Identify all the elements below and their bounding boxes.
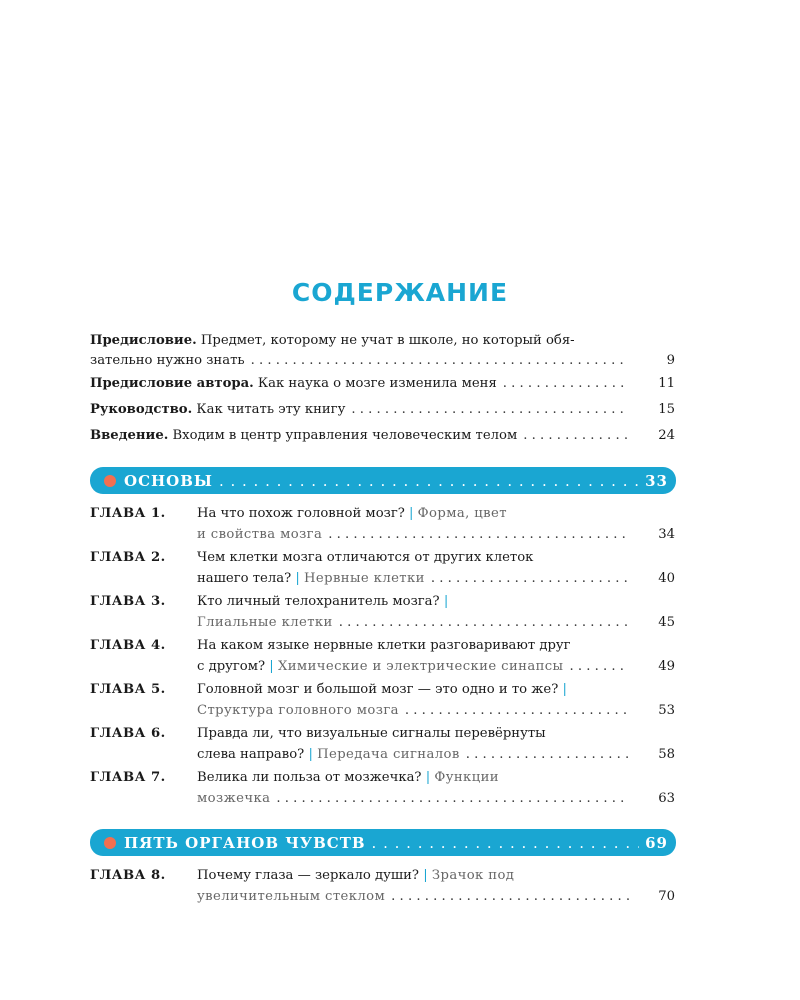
entry-text: Входим в центр управления человеческим телом xyxy=(168,428,518,443)
separator: | xyxy=(425,770,431,785)
entry-bold: Предисловие автора. xyxy=(90,376,254,391)
chapter-topic: Передача сигналов xyxy=(317,747,460,762)
toc-entry-preface[interactable] xyxy=(90,331,675,371)
chapter-question: На что похож головной мозг? xyxy=(197,506,405,521)
section-title: ОСНОВЫ xyxy=(124,471,213,490)
page-number: 49 xyxy=(658,659,675,674)
toc-entry-chapter-5[interactable] xyxy=(197,679,675,721)
dot-leader xyxy=(328,524,629,545)
chapter-label: ГЛАВА 8. xyxy=(90,868,166,883)
separator: | xyxy=(295,571,300,586)
dot-leader xyxy=(251,351,629,371)
chapter-label: ГЛАВА 3. xyxy=(90,594,166,609)
chapter-topic: Функции xyxy=(434,770,499,785)
dot-leader xyxy=(503,374,629,394)
chapter-question: Чем клетки мозга отличаются от других клеток xyxy=(197,550,534,565)
separator: | xyxy=(562,682,567,697)
entry-bold: Введение. xyxy=(90,428,169,443)
dot-leader xyxy=(391,886,629,907)
toc-entry-chapter-6[interactable] xyxy=(197,723,675,765)
chapter-topic: Глиальные клетки xyxy=(197,615,333,630)
chapter-topic: мозжечка xyxy=(197,791,271,806)
page-title: СОДЕРЖАНИЕ xyxy=(291,278,509,307)
chapter-question: Правда ли, что визуальные сигналы перевёрнуты xyxy=(197,726,546,741)
dot-leader xyxy=(431,568,629,589)
toc-entry-author-preface[interactable] xyxy=(90,374,675,394)
dot-leader xyxy=(372,834,640,852)
entry-text: зательно нужно знать xyxy=(90,353,245,368)
page-number: 34 xyxy=(658,527,675,542)
chapter-topic: Нервные клетки xyxy=(304,571,425,586)
chapter-topic: Форма, цвет xyxy=(417,506,507,521)
section-title: ПЯТЬ ОРГАНОВ ЧУВСТВ xyxy=(124,833,366,852)
page-number: 63 xyxy=(658,791,675,806)
toc-entry-chapter-1[interactable] xyxy=(197,503,675,545)
separator: | xyxy=(409,506,414,521)
chapter-question: Почему глаза — зеркало души? xyxy=(197,868,419,883)
section-header-five-senses[interactable] xyxy=(90,829,676,856)
toc-entry-chapter-7[interactable] xyxy=(197,767,675,809)
entry-bold: Предисловие. xyxy=(90,333,197,348)
separator: | xyxy=(308,747,313,762)
page-number: 11 xyxy=(658,376,675,391)
chapter-topic: увеличительным стеклом xyxy=(197,889,386,904)
dot-leader xyxy=(276,788,629,809)
section-header-basics[interactable] xyxy=(90,467,676,494)
chapter-question: Велика ли польза от мозжечка? xyxy=(197,770,422,785)
toc-entry-introduction[interactable] xyxy=(90,426,675,446)
page-number: 15 xyxy=(658,402,675,417)
dot-leader xyxy=(523,426,629,446)
chapter-label: ГЛАВА 7. xyxy=(90,770,166,785)
toc-entry-chapter-8[interactable] xyxy=(197,865,675,907)
dot-leader xyxy=(405,700,629,721)
chapter-label: ГЛАВА 1. xyxy=(90,506,166,521)
toc-entry-chapter-2[interactable] xyxy=(197,547,675,589)
page-number: 45 xyxy=(658,615,675,630)
page-number: 70 xyxy=(658,889,675,904)
separator: | xyxy=(423,868,428,883)
bullet-dot-icon xyxy=(104,837,116,849)
bullet-dot-icon xyxy=(104,475,116,487)
toc-entry-chapter-4[interactable] xyxy=(197,635,675,677)
chapter-topic: Структура головного мозга xyxy=(197,703,399,718)
separator: | xyxy=(443,594,449,609)
dot-leader xyxy=(339,612,629,633)
chapter-label: ГЛАВА 5. xyxy=(90,682,166,697)
section-page-number: 33 xyxy=(645,471,668,490)
chapter-question: Кто личный телохранитель мозга? xyxy=(197,594,440,609)
page-number: 58 xyxy=(658,747,675,762)
entry-bold: Руководство. xyxy=(90,402,193,417)
chapter-label: ГЛАВА 4. xyxy=(90,638,166,653)
entry-text: Как читать эту книгу xyxy=(192,402,346,417)
chapter-topic: Химические и электрические синапсы xyxy=(277,659,564,674)
chapter-question: слева направо? xyxy=(197,747,305,762)
chapter-question: Головной мозг и большой мозг — это одно и то же? xyxy=(197,682,559,697)
chapter-question: нашего тела? xyxy=(197,571,292,586)
chapter-label: ГЛАВА 6. xyxy=(90,726,166,741)
dot-leader xyxy=(466,744,629,765)
dot-leader xyxy=(219,472,639,490)
dot-leader xyxy=(569,656,629,677)
chapter-label: ГЛАВА 2. xyxy=(90,550,166,565)
page-number: 24 xyxy=(658,428,675,443)
chapter-topic: Зрачок под xyxy=(431,868,515,883)
page-number: 9 xyxy=(666,353,675,368)
toc-entry-guide[interactable] xyxy=(90,400,675,420)
chapter-question: с другом? xyxy=(197,659,266,674)
chapter-topic: и свойства мозга xyxy=(197,527,323,542)
separator: | xyxy=(269,659,274,674)
page-number: 40 xyxy=(658,571,675,586)
entry-text: Предмет, которому не учат в школе, но который обя- xyxy=(196,333,575,348)
entry-text: Как наука о мозге изменила меня xyxy=(253,376,497,391)
toc-entry-chapter-3[interactable] xyxy=(197,591,675,633)
section-page-number: 69 xyxy=(645,833,668,852)
dot-leader xyxy=(351,400,629,420)
page-number: 53 xyxy=(658,703,675,718)
chapter-question: На каком языке нервные клетки разговаривают друг xyxy=(197,638,571,653)
